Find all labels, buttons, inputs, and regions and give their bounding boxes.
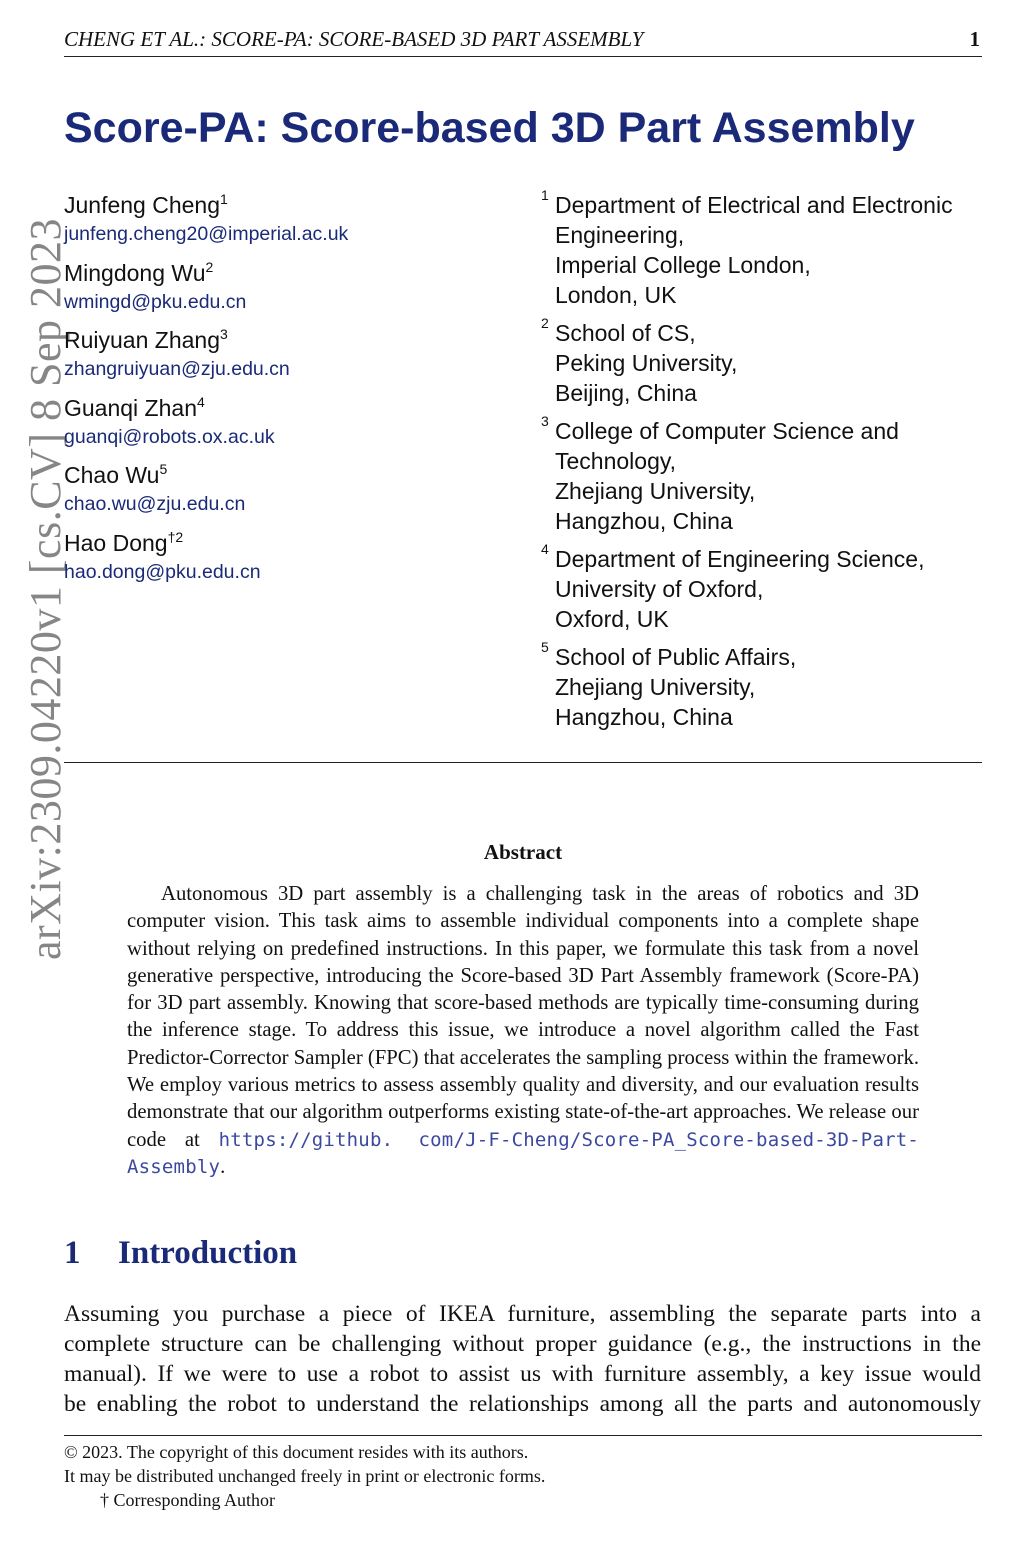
affiliation-line: Hangzhou, China bbox=[555, 704, 733, 730]
affiliation-line: Zhejiang University, bbox=[555, 674, 756, 700]
body-line: be enabling the robot to understand the relationships among all the parts and autonomously bbox=[64, 1391, 981, 1417]
affiliation-line: London, UK bbox=[555, 282, 677, 308]
body-line: manual). If we were to use a robot to assist us with furniture assembly, a key issue would bbox=[64, 1361, 981, 1387]
affiliation-line: School of Public Affairs, bbox=[555, 644, 797, 670]
author-entry bbox=[64, 460, 504, 528]
section-number: 1 bbox=[64, 1235, 81, 1271]
running-header bbox=[64, 26, 982, 57]
corresponding-author-note: † Corresponding Author bbox=[100, 1490, 275, 1510]
paper-title: Score-PA: Score-based 3D Part Assembly bbox=[64, 104, 915, 152]
arxiv-identifier-stamp[interactable]: arXiv:2309.04220v1 [cs.CV] 8 Sep 2023 bbox=[21, 218, 70, 960]
author-name: Junfeng Cheng$^1$ bbox=[64, 191, 228, 218]
affiliation-entry bbox=[541, 187, 1001, 310]
author-name: Chao Wu$^5$ bbox=[64, 461, 168, 488]
author-entry bbox=[64, 393, 504, 461]
abstract-text: Autonomous 3D part assembly is a challenging task in the areas of robotics and 3D computer vision. This task aims to assemble individual components into a complete shape without relying on predefined instructions. In this paper, we formulate this task from a novel generative perspective, introducing the Score-based 3D Part Assembly framework (Score-PA) for 3D part assembly. Knowing that score-based methods are typically time-consuming during the inference stage. To address this issue, we introduce a novel algorithm called the Fast Predictor-Corrector Sampler (FPC) that accelerates the sampling process within the framework. We employ various metrics to assess assembly quality and diversity, and our evaluation results demonstrate that our algorithm outperforms existing state-of-the-art approaches. We release our code at bbox=[127, 883, 919, 1151]
section-heading-introduction bbox=[64, 1232, 297, 1274]
body-line: complete structure can be challenging without proper guidance (e.g., the instructions in the bbox=[64, 1331, 981, 1357]
affiliation-entry bbox=[541, 541, 1001, 634]
author-email-link[interactable]: junfeng.cheng20@imperial.ac.uk bbox=[64, 223, 349, 245]
author-affiliation-mark: 3 bbox=[220, 326, 228, 342]
copyright-notice: © 2023. The copyright of this document resides with its authors. bbox=[64, 1442, 529, 1462]
author-email-link[interactable]: guanqi@robots.ox.ac.uk bbox=[64, 425, 275, 448]
affiliation-entry bbox=[541, 315, 1001, 408]
author-name: Guanqi Zhan$^4$ bbox=[64, 393, 205, 421]
affiliation-line: Department of Engineering Science, bbox=[555, 546, 925, 572]
affiliation-line: Beijing, China bbox=[555, 380, 697, 406]
affiliation-list bbox=[541, 187, 1001, 740]
author-affiliation-mark: 1 bbox=[220, 191, 228, 207]
affiliation-number: 1 bbox=[541, 187, 549, 203]
affiliation-line: Imperial College London, bbox=[555, 252, 811, 278]
author-email-link[interactable]: zhangruiyuan@zju.edu.cn bbox=[64, 358, 290, 380]
affiliation-number: 5 bbox=[541, 639, 549, 655]
affiliation-line: Technology, bbox=[555, 448, 677, 474]
affiliation-line: Hangzhou, China bbox=[555, 508, 733, 534]
affiliation-entry bbox=[541, 413, 1001, 536]
author-entry bbox=[64, 528, 504, 596]
author-affiliation-mark: 2 bbox=[205, 258, 214, 275]
author-name: Mingdong Wu$^2$ bbox=[64, 258, 214, 286]
affiliation-line: University of Oxford, bbox=[555, 576, 764, 602]
section-title: Introduction bbox=[118, 1235, 298, 1271]
title-block-divider bbox=[64, 762, 982, 763]
author-list bbox=[64, 190, 504, 595]
author-entry bbox=[64, 258, 504, 326]
affiliation-line: Department of Electrical and Electronic bbox=[555, 192, 953, 218]
code-repository-link[interactable]: https://github. com/J-F-Cheng/Score-PA_Score-based-3D-Part-Assembly bbox=[127, 1128, 920, 1178]
affiliation-line: Oxford, UK bbox=[555, 606, 669, 632]
affiliation-line: Zhejiang University, bbox=[555, 478, 756, 504]
introduction-body bbox=[64, 1299, 981, 1419]
author-affiliation-mark: 5 bbox=[159, 461, 168, 477]
abstract-body bbox=[127, 881, 919, 1181]
page-number: 1 bbox=[969, 27, 980, 51]
author-email-link[interactable]: hao.dong@pku.edu.cn bbox=[64, 560, 261, 583]
running-title: CHENG ET AL.: SCORE-PA: SCORE-BASED 3D PART ASSEMBLY bbox=[64, 27, 644, 51]
affiliation-number: 2 bbox=[541, 315, 549, 331]
author-name: Hao Dong$^{\dagger 2}$ bbox=[64, 528, 184, 556]
author-affiliation-mark: †2 bbox=[167, 528, 184, 545]
author-email-link[interactable]: wmingd@pku.edu.cn bbox=[64, 290, 247, 313]
footnote-divider bbox=[64, 1435, 982, 1436]
abstract-trailing: . bbox=[220, 1155, 226, 1178]
affiliation-entry bbox=[541, 639, 1001, 732]
author-affiliation-mark: 4 bbox=[196, 393, 205, 410]
affiliation-number: 3 bbox=[541, 413, 549, 429]
distribution-notice: It may be distributed unchanged freely in print or electronic forms. bbox=[64, 1466, 546, 1486]
body-line: Assuming you purchase a piece of IKEA furniture, assembling the separate parts into a bbox=[64, 1301, 981, 1327]
abstract-heading: Abstract bbox=[483, 840, 563, 864]
affiliation-number: 4 bbox=[541, 541, 549, 557]
affiliation-line: School of CS, bbox=[555, 320, 696, 346]
author-entry bbox=[64, 190, 504, 258]
affiliation-line: College of Computer Science and bbox=[555, 418, 899, 444]
author-email-link[interactable]: chao.wu@zju.edu.cn bbox=[64, 493, 246, 515]
author-name: Ruiyuan Zhang$^3$ bbox=[64, 326, 228, 353]
author-entry bbox=[64, 325, 504, 393]
footnotes bbox=[64, 1440, 545, 1512]
affiliation-line: Peking University, bbox=[555, 350, 738, 376]
affiliation-line: Engineering, bbox=[555, 222, 685, 248]
